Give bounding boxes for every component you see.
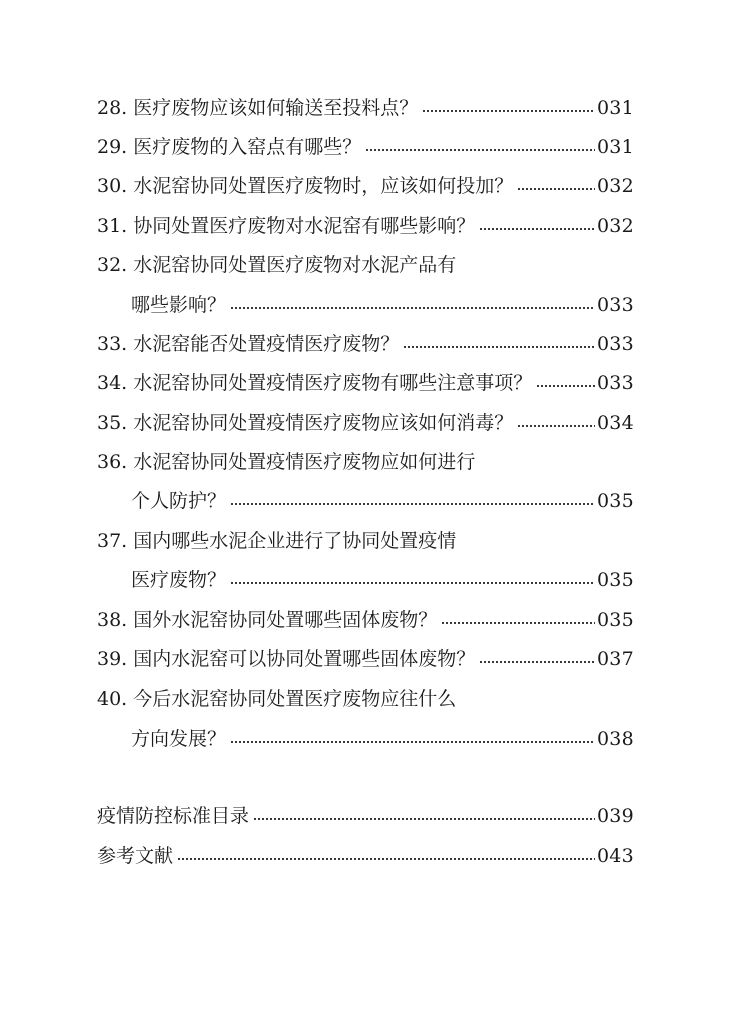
toc-entry-37-line-1 xyxy=(97,526,630,556)
toc-entry-title: 40. 今后水泥窑协同处置医疗废物应往什么 xyxy=(97,688,457,710)
toc-entry-title: 31. 协同处置医疗废物对水泥窑有哪些影响？ xyxy=(97,215,476,237)
toc-page-number: 034 xyxy=(597,412,634,434)
toc-entry-title-continued: 方向发展？ xyxy=(131,728,227,750)
toc-entry-33 xyxy=(97,329,634,359)
toc-entry-40-line-2 xyxy=(131,724,634,754)
dot-leader xyxy=(403,329,595,359)
dot-leader xyxy=(230,565,595,595)
toc-entry-35 xyxy=(97,408,634,438)
toc-entry-32-line-1 xyxy=(97,250,630,280)
toc-entry-title: 28. 医疗废物应该如何输送至投料点？ xyxy=(97,97,419,119)
dot-leader xyxy=(479,211,595,241)
toc-appendix-references xyxy=(97,841,634,871)
toc-entry-title: 33. 水泥窑能否处置疫情医疗废物？ xyxy=(97,333,400,355)
toc-page-number: 032 xyxy=(597,175,634,197)
dot-leader xyxy=(517,408,595,438)
dot-leader xyxy=(441,605,595,635)
dot-leader xyxy=(177,841,595,871)
toc-page-number: 039 xyxy=(597,805,634,827)
dot-leader xyxy=(253,801,595,831)
toc-entry-39 xyxy=(97,644,634,674)
toc-entry-36-line-1 xyxy=(97,447,630,477)
dot-leader xyxy=(479,644,595,674)
toc-entry-title: 29. 医疗废物的入窑点有哪些？ xyxy=(97,136,362,158)
dot-leader xyxy=(536,368,595,398)
toc-entry-36-line-2 xyxy=(131,486,634,516)
toc-entry-title-continued: 哪些影响？ xyxy=(131,294,227,316)
toc-page-number: 031 xyxy=(597,136,634,158)
dot-leader xyxy=(422,93,595,123)
toc-page-number: 032 xyxy=(597,215,634,237)
toc-page-number: 038 xyxy=(597,728,634,750)
dot-leader xyxy=(230,724,595,754)
toc-entry-31 xyxy=(97,211,634,241)
toc-entry-34 xyxy=(97,368,634,398)
toc-entry-title: 37. 国内哪些水泥企业进行了协同处置疫情 xyxy=(97,530,457,552)
toc-page-number: 033 xyxy=(597,372,634,394)
toc-entry-title-continued: 个人防护？ xyxy=(131,490,227,512)
toc-entry-30 xyxy=(97,171,634,201)
toc-entry-title: 32. 水泥窑协同处置医疗废物对水泥产品有 xyxy=(97,254,457,276)
toc-appendix-standards xyxy=(97,801,634,831)
toc-entry-28 xyxy=(97,93,634,123)
toc-entry-38 xyxy=(97,605,634,635)
dot-leader xyxy=(230,290,595,320)
toc-page-number: 035 xyxy=(597,569,634,591)
toc-entry-title: 参考文献 xyxy=(97,845,174,867)
toc-entry-37-line-2 xyxy=(131,565,634,595)
toc-entry-title: 34. 水泥窑协同处置疫情医疗废物有哪些注意事项？ xyxy=(97,372,533,394)
dot-leader xyxy=(230,486,595,516)
toc-page-number: 031 xyxy=(597,97,634,119)
toc-entry-title: 30. 水泥窑协同处置医疗废物时，应该如何投加？ xyxy=(97,175,514,197)
toc-entry-title: 38. 国外水泥窑协同处置哪些固体废物？ xyxy=(97,609,438,631)
toc-page-number: 035 xyxy=(597,490,634,512)
toc-entry-title: 疫情防控标准目录 xyxy=(97,805,250,827)
toc-entry-title-continued: 医疗废物？ xyxy=(131,569,227,591)
toc-page-number: 037 xyxy=(597,648,634,670)
toc-entry-title: 35. 水泥窑协同处置疫情医疗废物应该如何消毒？ xyxy=(97,412,514,434)
toc-page-number: 043 xyxy=(597,845,634,867)
toc-entry-title: 36. 水泥窑协同处置疫情医疗废物应如何进行 xyxy=(97,451,476,473)
toc-entry-32-line-2 xyxy=(131,290,634,320)
toc-entry-40-line-1 xyxy=(97,684,630,714)
dot-leader xyxy=(365,132,595,162)
toc-page-number: 033 xyxy=(597,294,634,316)
dot-leader xyxy=(517,171,595,201)
toc-entry-title: 39. 国内水泥窑可以协同处置哪些固体废物？ xyxy=(97,648,476,670)
toc-entry-29 xyxy=(97,132,634,162)
toc-page-number: 033 xyxy=(597,333,634,355)
toc-page-number: 035 xyxy=(597,609,634,631)
